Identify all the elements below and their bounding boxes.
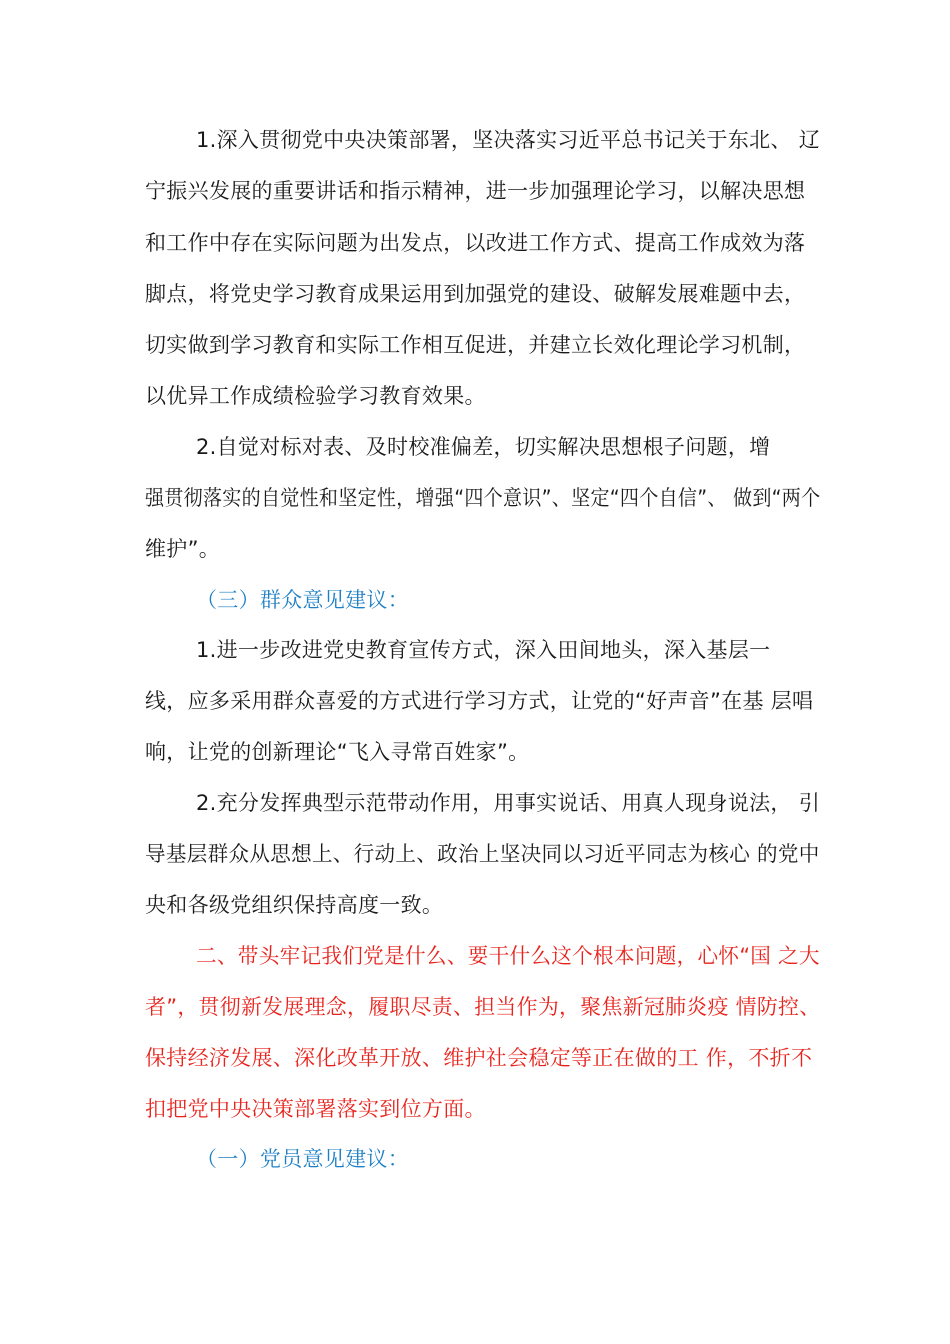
paragraph-line: 2.充分发挥典型示范带动作用，用事实说话、用真人现身说法， 引 xyxy=(196,791,821,815)
paragraph-line: 维护”。 xyxy=(145,537,221,561)
paragraph-line: 2.自觉对标对表、及时校准偏差，切实解决思想根子问题，增 xyxy=(196,435,771,459)
paragraph-line: 以优异工作成绩检验学习教育效果。 xyxy=(145,384,486,408)
paragraph-line: 1.深入贯彻党中央决策部署，坚决落实习近平总书记关于东北、 辽 xyxy=(196,128,821,152)
paragraph-line: 1.进一步改进党史教育宣传方式，深入田间地头，深入基层一 xyxy=(196,638,771,662)
paragraph-line: 强贯彻落实的自觉性和坚定性，增强“四个意识”、坚定“四个自信”、 做到“两个 xyxy=(145,486,821,510)
paragraph-line: 央和各级党组织保持高度一致。 xyxy=(145,893,444,917)
section-heading-masses: （三）群众意见建议： xyxy=(196,588,409,612)
paragraph-line: 宁振兴发展的重要讲话和指示精神，进一步加强理论学习，以解决思想 xyxy=(145,179,806,203)
red-heading-line: 二、带头牢记我们党是什么、要干什么这个根本问题，心怀“国 之大 xyxy=(196,944,820,968)
section-heading-members: （一）党员意见建议： xyxy=(196,1147,409,1171)
paragraph-line: 导基层群众从思想上、行动上、政治上坚决同以习近平同志为核心 的党中 xyxy=(145,842,820,866)
paragraph-line: 线，应多采用群众喜爱的方式进行学习方式，让党的“好声音”在基 层唱 xyxy=(145,689,814,713)
red-heading-line: 保持经济发展、深化改革开放、维护社会稳定等正在做的工 作，不折不 xyxy=(145,1046,813,1070)
paragraph-line: 脚点，将党史学习教育成果运用到加强党的建设、破解发展难题中去， xyxy=(145,282,806,306)
red-heading-line: 扣把党中央决策部署落实到位方面。 xyxy=(145,1097,486,1121)
paragraph-line: 和工作中存在实际问题为出发点，以改进工作方式、提高工作成效为落 xyxy=(145,231,806,255)
red-heading-line: 者”，贯彻新发展理念，履职尽责、担当作为，聚焦新冠肺炎疫 情防控、 xyxy=(145,995,821,1019)
paragraph-line: 切实做到学习教育和实际工作相互促进，并建立长效化理论学习机制， xyxy=(145,333,806,357)
paragraph-line: 响，让党的创新理论“飞入寻常百姓家”。 xyxy=(145,740,530,764)
